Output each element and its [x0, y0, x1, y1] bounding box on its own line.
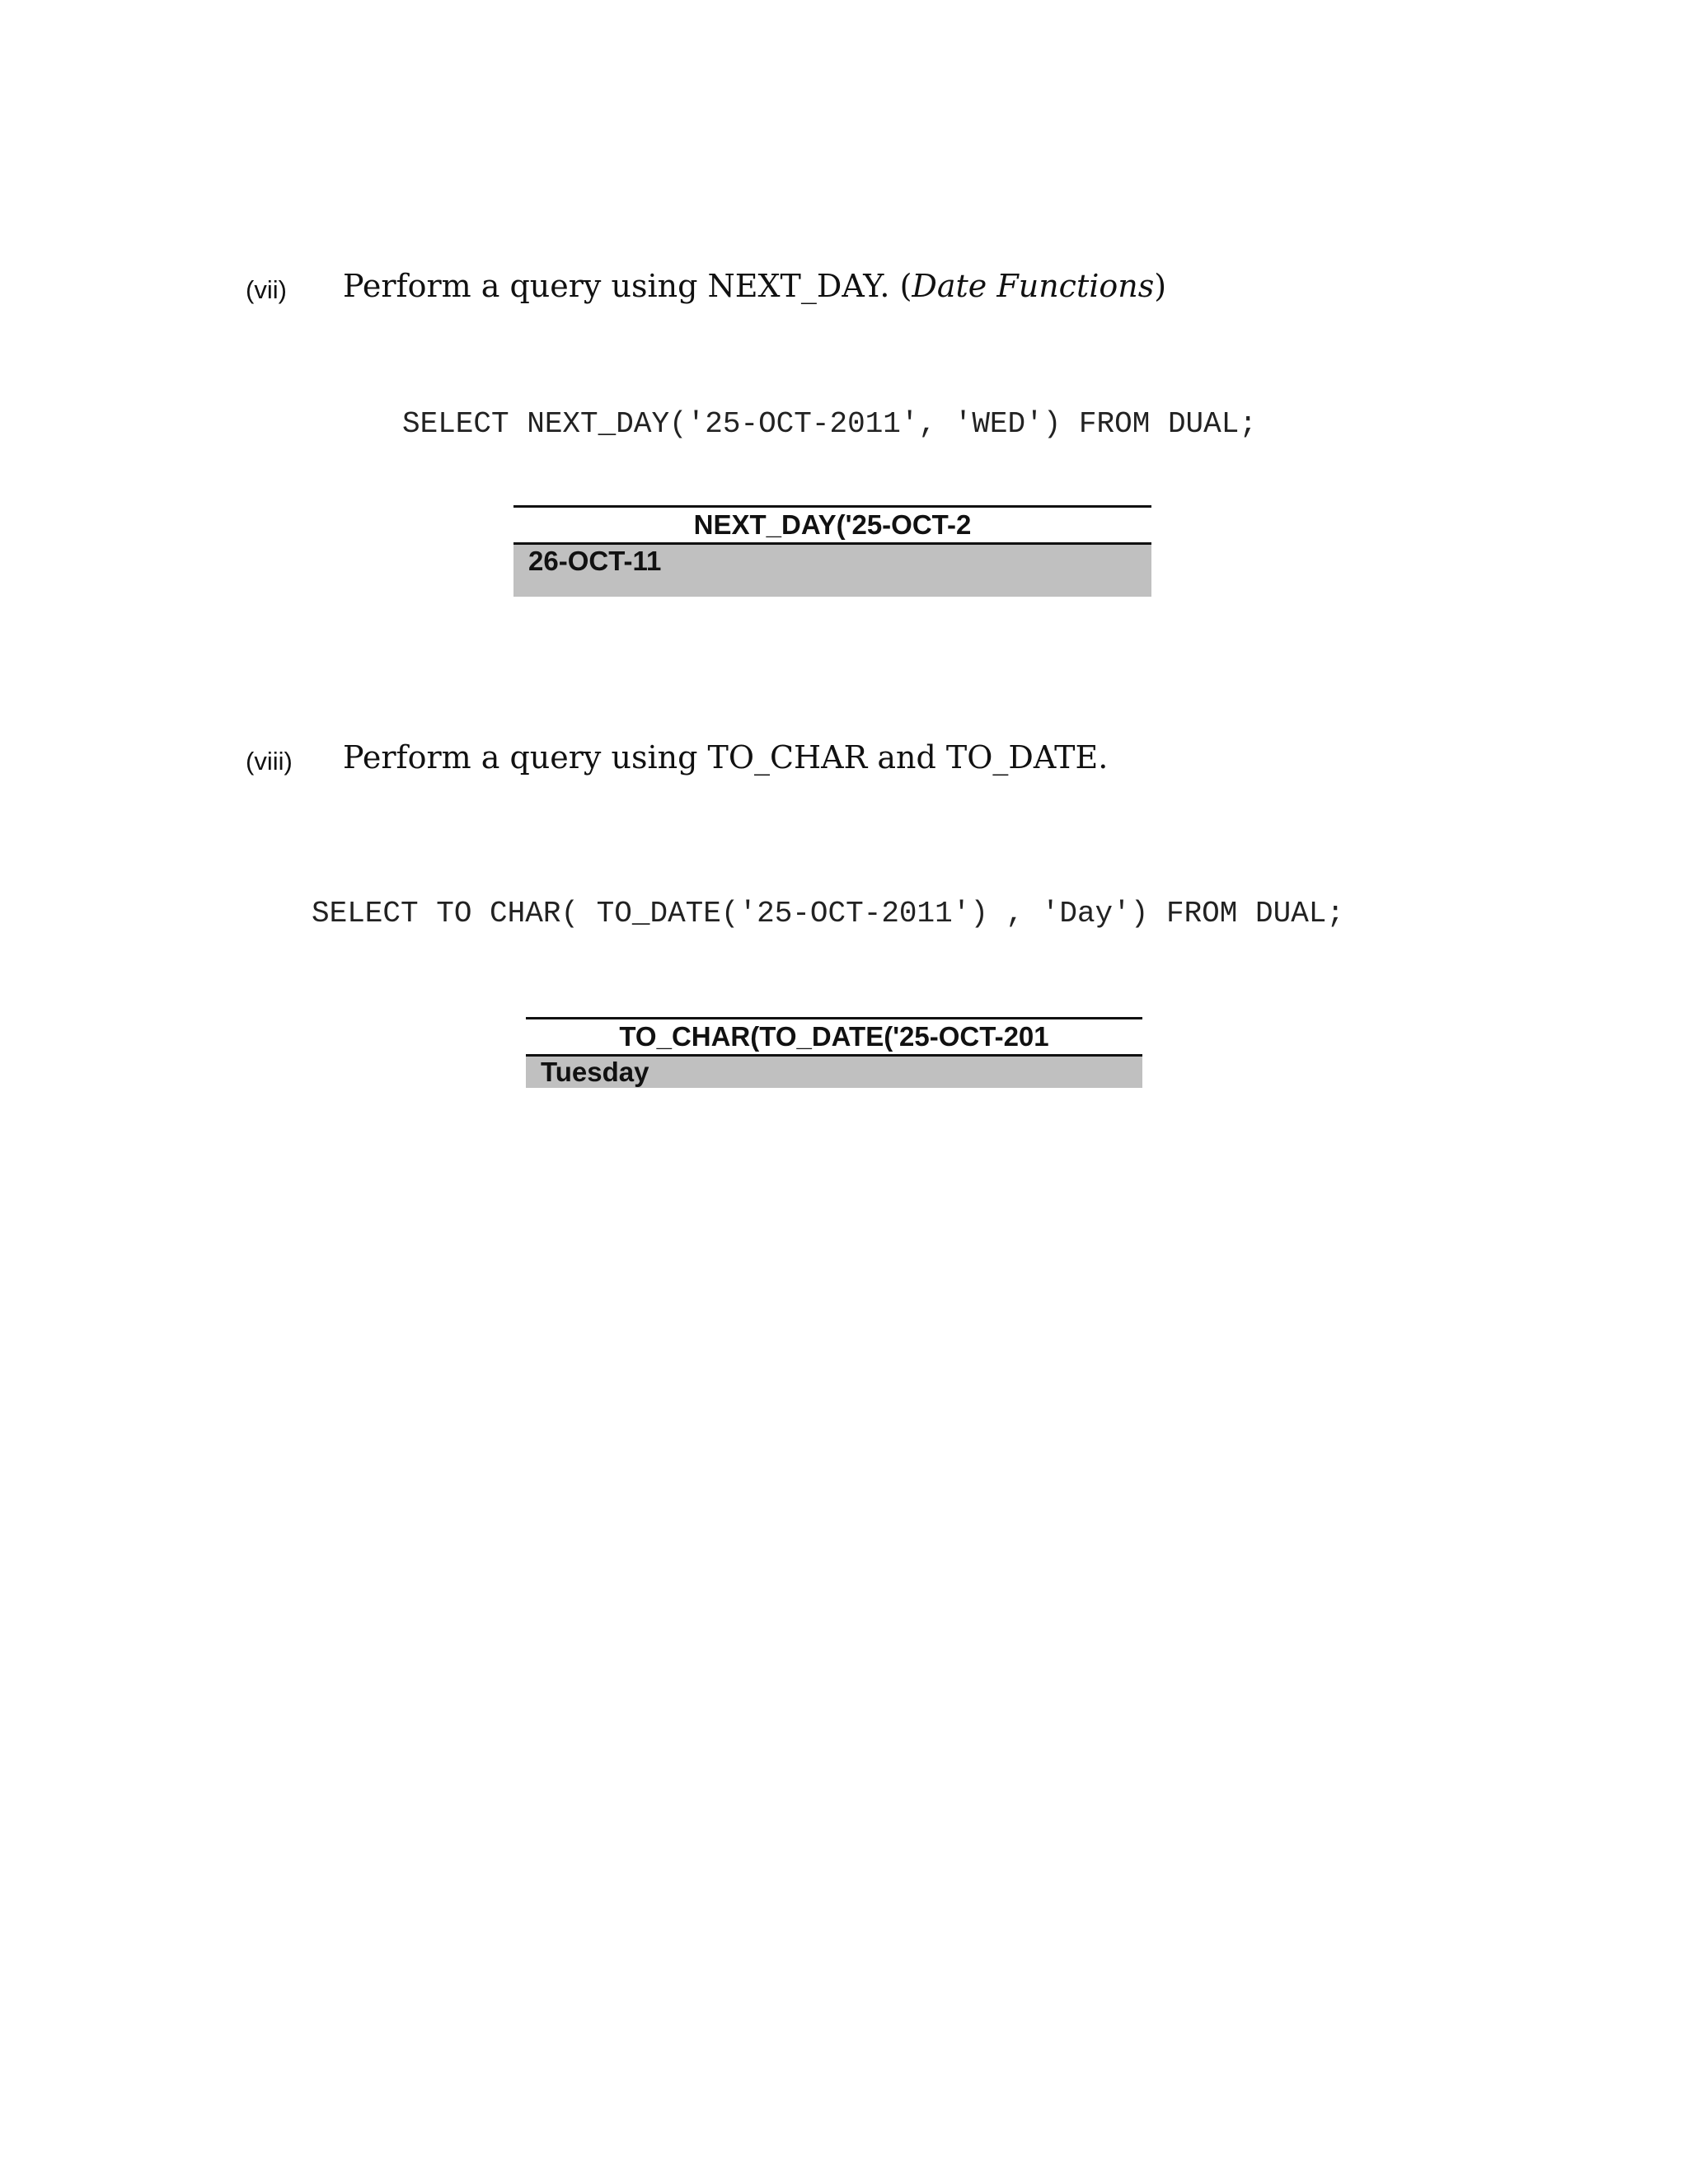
question-prompt-viii: Perform a query using TO_CHAR and TO_DATE.: [343, 739, 1109, 776]
result-column-header: TO_CHAR(TO_DATE('25-OCT-201: [526, 1019, 1142, 1057]
result-table-next-day: [513, 505, 1151, 597]
prompt-italic-text: Date Functions: [912, 268, 1155, 304]
prompt-text: Perform a query using NEXT_DAY. (: [343, 268, 912, 304]
result-table-to-char: [526, 1017, 1142, 1088]
prompt-close-text: ): [1154, 268, 1167, 304]
result-cell: Tuesday: [526, 1057, 1142, 1088]
result-cell: 26-OCT-11: [513, 545, 1151, 597]
question-number-vii: (vii): [246, 275, 287, 304]
result-column-header: NEXT_DAY('25-OCT-2: [513, 508, 1151, 545]
sql-statement-next-day: SELECT NEXT_DAY('25-OCT-2011', 'WED') FROM DUAL;: [402, 407, 1257, 441]
question-number-viii: (viii): [246, 747, 293, 776]
question-prompt-vii: [343, 268, 1166, 304]
sql-statement-to-char: SELECT TO CHAR( TO_DATE('25-OCT-2011') , 'Day') FROM DUAL;: [312, 897, 1345, 930]
